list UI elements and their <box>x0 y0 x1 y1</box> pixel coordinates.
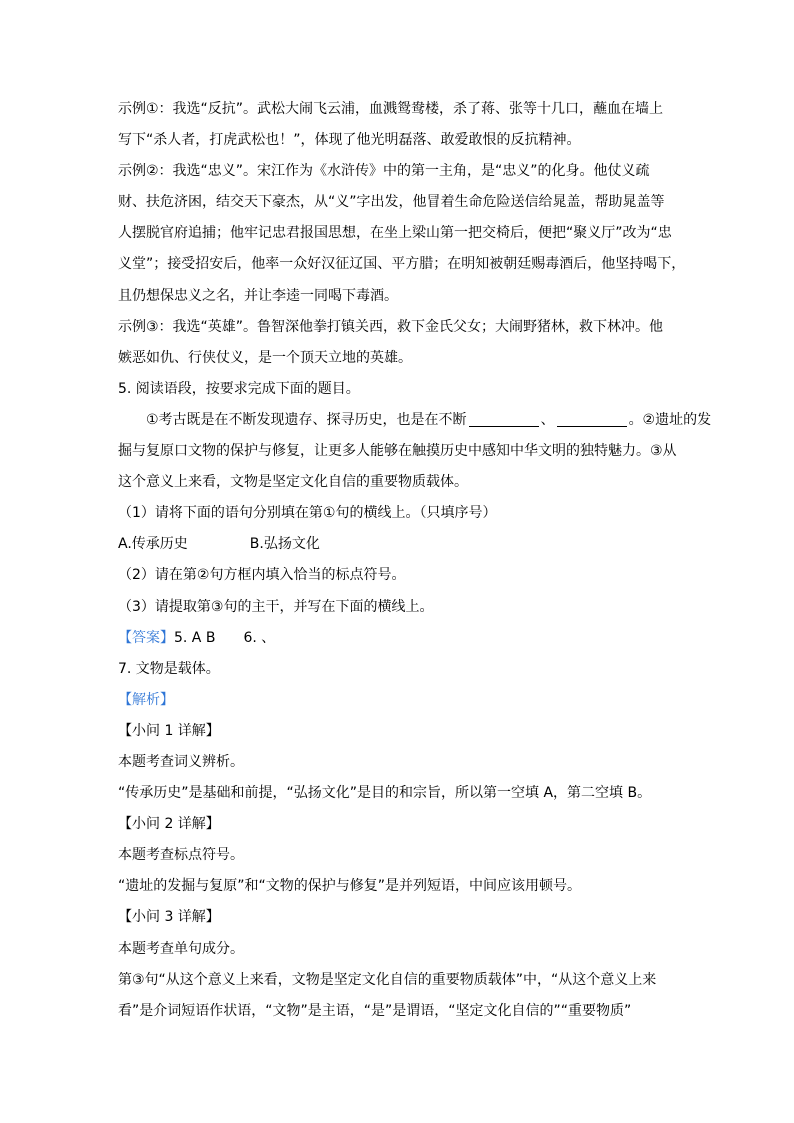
text-line: 示例①：我选“反抗”。武松大闹飞云浦，血溅鸳鸯楼，杀了蒋、张等十几口，蘸血在墙上 <box>118 101 664 117</box>
document-body <box>118 94 712 1027</box>
text-line: 人摆脱官府追捕；他牢记忠君报国思想，在坐上梁山第一把交椅后，便把“聚义厅”改为“忠 <box>118 225 672 242</box>
answer-7: 7. 文物是载体。 <box>118 660 220 677</box>
answer-blank-2 <box>557 412 627 427</box>
text-line: 嫉恶如仇、行侠仗义，是一个顶天立地的英雄。 <box>118 349 412 366</box>
option-a: A.传承历史 <box>118 536 188 553</box>
text-line: 示例③：我选“英雄”。鲁智深他拳打镇关西，救下金氏父女；大闹野猪林，救下林冲。他 <box>118 318 664 335</box>
answer-tag: 【答案】 <box>118 629 174 646</box>
options-line <box>118 529 684 560</box>
sub-heading: 【小问 1 详解】 <box>118 722 220 739</box>
answer-blank-1 <box>469 412 539 427</box>
sub-heading: 【小问 2 详解】 <box>118 816 220 833</box>
passage-line <box>118 405 712 436</box>
answer-5: 5. A B <box>174 629 216 646</box>
text-line: “传承历史”是基础和前提，“弘扬文化”是目的和宗旨，所以第一空填 A，第二空填 B。 <box>118 785 652 802</box>
passage-line: 掘与复原口文物的保护与修复，让更多人能够在触摸历史中感知中华文明的独特魅力。③从 <box>118 443 677 460</box>
text-line: 本题考查词义辨析。 <box>118 753 244 770</box>
answer-line <box>118 623 684 654</box>
passage-text: 、 <box>540 411 555 428</box>
sub-heading: 【小问 3 详解】 <box>118 909 220 926</box>
text-line: 财、扶危济困，结交天下豪杰，从“义”字出发，他冒着生命危险送信给晁盖，帮助晁盖等 <box>118 194 665 211</box>
sub-question: （3）请提取第③句的主干，并写在下面的横线上。 <box>118 598 434 615</box>
text-line: 本题考查标点符号。 <box>118 847 244 864</box>
analysis-heading: 【解析】 <box>118 691 174 708</box>
question-title: 5. 阅读语段，按要求完成下面的题目。 <box>118 380 360 397</box>
text-line: 义堂”；接受招安后，他率一众好汉征辽国、平方腊；在明知被朝廷赐毒酒后，他坚持喝下， <box>118 256 686 273</box>
passage-line: 这个意义上来看，文物是坚定文化自信的重要物质载体。 <box>118 474 468 491</box>
text-line: 第③句“从这个意义上来看，文物是坚定文化自信的重要物质载体”中，“从这个意义上来 <box>118 971 657 988</box>
text-line: 示例②：我选“忠义”。宋江作为《水浒传》中的第一主角，是“忠义”的化身。他仗义疏 <box>118 163 650 180</box>
passage-text: ①考古既是在不断发现遗存、探寻历史，也是在不断 <box>146 411 467 428</box>
text-line: 写下“杀人者，打虎武松也！”，体现了他光明磊落、敢爱敢恨的反抗精神。 <box>118 132 581 149</box>
passage-text: 。②遗址的发 <box>628 411 712 428</box>
sub-question: （1）请将下面的语句分别填在第①句的横线上。（只填序号） <box>118 505 497 522</box>
text-line: 看”是介词短语作状语，“文物”是主语，“是”是谓语，“坚定文化自信的”“重要物质” <box>118 1002 632 1019</box>
text-line: “遗址的发掘与复原”和“文物的保护与修复”是并列短语，中间应该用顿号。 <box>118 878 582 895</box>
text-line: 本题考查单句成分。 <box>118 940 244 957</box>
sub-question: （2）请在第②句方框内填入恰当的标点符号。 <box>118 567 406 584</box>
option-b: B.弘扬文化 <box>249 536 320 553</box>
answer-6: 6. 、 <box>243 629 276 646</box>
text-line: 且仍想保忠义之名，并让李逵一同喝下毒酒。 <box>118 287 398 304</box>
